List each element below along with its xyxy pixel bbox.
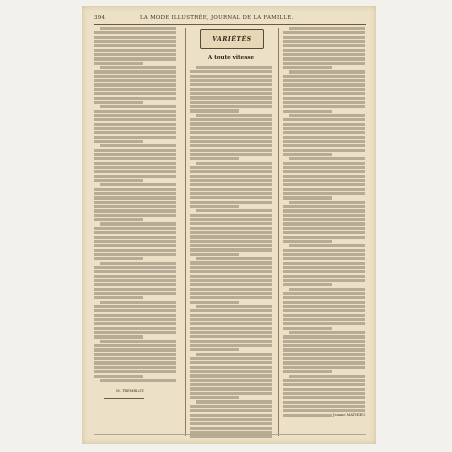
- text-line: [190, 279, 272, 282]
- text-line: [289, 27, 365, 30]
- text-line: [190, 318, 272, 321]
- text-line: [94, 157, 176, 160]
- text-line: [94, 357, 176, 360]
- text-line: [283, 214, 365, 217]
- text-line: [190, 340, 272, 343]
- text-line: [190, 409, 272, 412]
- text-line: [94, 331, 176, 334]
- text-line: [190, 301, 239, 304]
- text-line: [283, 283, 332, 286]
- text-line: [94, 279, 176, 282]
- text-line: [283, 275, 365, 278]
- text-line: [283, 31, 365, 34]
- text-line: [100, 105, 176, 108]
- text-line: [283, 335, 365, 338]
- text-line: [94, 79, 176, 82]
- footer-rule: [94, 434, 366, 435]
- text-line: [94, 83, 176, 86]
- text-line: [190, 283, 272, 286]
- text-line: [190, 170, 272, 173]
- text-line: [190, 374, 272, 377]
- text-line: [283, 188, 365, 191]
- text-line: [283, 370, 332, 373]
- column-left: [94, 27, 176, 383]
- text-line: [283, 140, 365, 143]
- text-line: [190, 414, 272, 417]
- text-line: [94, 44, 176, 47]
- text-line: [283, 262, 365, 265]
- text-line: [289, 114, 365, 117]
- text-line: [190, 405, 272, 408]
- text-line: [283, 110, 332, 113]
- text-line: [190, 327, 272, 330]
- text-line: [283, 231, 365, 234]
- text-line: [283, 353, 365, 356]
- text-line: [190, 248, 272, 251]
- text-line: [94, 92, 176, 95]
- text-line: [190, 370, 272, 373]
- text-line: [94, 275, 176, 278]
- text-line: [283, 153, 332, 156]
- text-line: [289, 375, 365, 378]
- text-line: [283, 414, 332, 417]
- text-line: [283, 236, 365, 239]
- text-line: [190, 244, 272, 247]
- text-line: [190, 83, 272, 86]
- section-banner-label: VARIÉTÉS: [212, 35, 252, 43]
- text-line: [190, 101, 272, 104]
- text-line: [283, 209, 365, 212]
- text-line: [190, 92, 272, 95]
- text-line: [94, 57, 176, 60]
- text-line: [190, 183, 272, 186]
- text-line: [190, 157, 239, 160]
- text-line: [190, 235, 272, 238]
- text-line: [94, 196, 176, 199]
- text-line: [190, 227, 272, 230]
- text-line: [283, 327, 332, 330]
- text-line: [190, 361, 272, 364]
- text-line: [283, 170, 365, 173]
- text-line: [190, 379, 272, 382]
- text-line: [190, 344, 272, 347]
- text-line: [94, 31, 176, 34]
- text-line: [283, 162, 365, 165]
- text-line: [289, 201, 365, 204]
- text-line: [283, 97, 365, 100]
- text-line: [190, 96, 272, 99]
- text-line: [283, 401, 365, 404]
- text-line: [190, 192, 272, 195]
- text-line: [190, 296, 272, 299]
- text-line: [94, 309, 176, 312]
- text-line: [94, 70, 176, 73]
- text-line: [283, 131, 365, 134]
- text-line: [283, 36, 365, 39]
- text-line: [196, 114, 272, 117]
- text-line: [283, 53, 365, 56]
- text-line: [94, 209, 176, 212]
- column-middle: [190, 66, 272, 440]
- text-line: [94, 314, 176, 317]
- text-line: [94, 188, 176, 191]
- text-line: [100, 262, 176, 265]
- text-line: [94, 335, 143, 338]
- text-line: [94, 88, 176, 91]
- text-line: [94, 123, 176, 126]
- text-line: [283, 218, 365, 221]
- text-line: [283, 405, 365, 408]
- text-line: [94, 240, 176, 243]
- text-line: [289, 157, 365, 160]
- text-line: [283, 196, 332, 199]
- page-number: 394: [94, 15, 106, 21]
- text-line: [190, 88, 272, 91]
- text-line: [196, 162, 272, 165]
- text-line: [283, 257, 365, 260]
- text-line: [94, 270, 176, 273]
- text-line: [190, 131, 272, 134]
- text-line: [94, 205, 176, 208]
- text-line: [94, 131, 176, 134]
- text-line: [190, 427, 272, 430]
- text-line: [283, 344, 365, 347]
- text-line: [283, 79, 365, 82]
- text-line: [94, 218, 143, 221]
- text-line: [283, 127, 365, 130]
- text-line: [94, 296, 143, 299]
- text-line: [94, 179, 143, 182]
- text-line: [94, 353, 176, 356]
- text-line: [190, 122, 272, 125]
- text-line: [94, 175, 176, 178]
- text-line: [190, 266, 272, 269]
- text-line: [190, 435, 272, 438]
- text-line: [190, 140, 272, 143]
- text-line: [190, 205, 239, 208]
- text-line: [190, 261, 272, 264]
- text-line: [190, 231, 272, 234]
- text-line: [94, 292, 176, 295]
- text-line: [196, 257, 272, 260]
- text-line: [94, 227, 176, 230]
- text-line: [94, 162, 176, 165]
- text-line: [94, 36, 176, 39]
- text-line: [94, 253, 176, 256]
- text-line: [94, 344, 176, 347]
- text-line: [283, 409, 365, 412]
- text-line: [94, 327, 176, 330]
- column-right: [283, 27, 365, 418]
- text-line: [283, 383, 365, 386]
- text-line: [283, 75, 365, 78]
- text-line: [94, 283, 176, 286]
- text-line: [283, 136, 365, 139]
- text-line: [289, 70, 365, 73]
- text-line: [94, 75, 176, 78]
- text-line: [190, 396, 239, 399]
- text-line: [94, 53, 176, 56]
- text-line: [283, 92, 365, 95]
- text-line: [283, 123, 365, 126]
- text-line: [190, 335, 272, 338]
- text-line: [283, 44, 365, 47]
- text-line: [190, 175, 272, 178]
- text-line: [94, 114, 176, 117]
- text-line: [190, 127, 272, 130]
- text-line: [283, 62, 365, 65]
- text-line: [190, 201, 272, 204]
- text-line: [190, 348, 239, 351]
- text-line: [100, 301, 176, 304]
- text-line: [100, 144, 176, 147]
- text-line: [94, 192, 176, 195]
- text-line: [100, 183, 176, 186]
- text-line: [283, 266, 365, 269]
- text-line: [190, 275, 272, 278]
- text-line: [190, 188, 272, 191]
- article-title: A toute vitesse: [207, 55, 255, 61]
- text-line: [190, 309, 272, 312]
- text-line: [196, 209, 272, 212]
- text-line: [190, 253, 239, 256]
- text-line: [283, 253, 365, 256]
- text-line: [190, 105, 272, 108]
- text-line: [283, 388, 365, 391]
- text-line: [283, 318, 365, 321]
- text-line: [283, 105, 365, 108]
- signature-rule: [104, 398, 144, 399]
- text-line: [283, 205, 365, 208]
- header-rule: [94, 24, 366, 25]
- text-line: [94, 97, 176, 100]
- text-line: [190, 166, 272, 169]
- text-line: [190, 331, 272, 334]
- text-line: [94, 166, 176, 169]
- text-line: [100, 340, 176, 343]
- text-line: [94, 288, 176, 291]
- text-line: [289, 288, 365, 291]
- text-line: [94, 214, 176, 217]
- text-line: [190, 153, 272, 156]
- text-line: [190, 149, 272, 152]
- text-line: [190, 218, 272, 221]
- text-line: [283, 227, 365, 230]
- text-line: [283, 392, 365, 395]
- text-line: [283, 301, 365, 304]
- text-line: [94, 370, 176, 373]
- text-line: [94, 170, 176, 173]
- text-line: [94, 118, 176, 121]
- text-line: [94, 244, 176, 247]
- text-line: [283, 279, 365, 282]
- text-line: [283, 175, 365, 178]
- text-line: [283, 348, 365, 351]
- text-line: [196, 400, 272, 403]
- text-line: [283, 270, 365, 273]
- text-line: [190, 144, 272, 147]
- text-line: [100, 222, 176, 225]
- text-line: [283, 240, 332, 243]
- text-line: [283, 322, 365, 325]
- text-line: [190, 79, 272, 82]
- text-line: [190, 422, 272, 425]
- magazine-page: [82, 6, 376, 444]
- text-line: [94, 101, 143, 104]
- text-line: [283, 314, 365, 317]
- text-line: [94, 266, 176, 269]
- text-line: [94, 366, 176, 369]
- text-line: [190, 118, 272, 121]
- text-line: [100, 66, 176, 69]
- text-line: [283, 40, 365, 43]
- text-line: [283, 183, 365, 186]
- text-line: [283, 88, 365, 91]
- text-line: [190, 136, 272, 139]
- text-line: [190, 314, 272, 317]
- text-line: [94, 361, 176, 364]
- text-line: [283, 396, 365, 399]
- text-line: [190, 357, 272, 360]
- text-line: [190, 75, 272, 78]
- text-line: [94, 140, 143, 143]
- page-header: [94, 13, 366, 23]
- journal-title: LA MODE ILLUSTRÉE, JOURNAL DE LA FAMILLE.: [140, 15, 294, 21]
- text-line: [190, 418, 272, 421]
- column-divider-right: [278, 28, 279, 436]
- text-line: [190, 270, 272, 273]
- text-line: [283, 340, 365, 343]
- text-line: [190, 70, 272, 73]
- text-line: [283, 305, 365, 308]
- text-line: [283, 166, 365, 169]
- text-line: [190, 214, 272, 217]
- section-banner: [200, 29, 264, 49]
- text-line: [196, 305, 272, 308]
- text-line: [190, 222, 272, 225]
- text-line: [190, 288, 272, 291]
- text-line: [190, 392, 272, 395]
- text-line: [190, 196, 272, 199]
- text-line: [190, 179, 272, 182]
- text-line: [196, 66, 272, 69]
- text-line: [289, 331, 365, 334]
- text-line: [190, 366, 272, 369]
- text-line: [94, 49, 176, 52]
- text-line: [283, 118, 365, 121]
- text-line: [94, 40, 176, 43]
- text-line: [283, 101, 365, 104]
- text-line: [283, 249, 365, 252]
- text-line: [94, 348, 176, 351]
- text-line: [283, 309, 365, 312]
- text-line: [94, 236, 176, 239]
- text-line: [94, 62, 143, 65]
- text-line: [283, 149, 365, 152]
- text-line: [94, 153, 176, 156]
- text-line: [100, 379, 176, 382]
- text-line: [283, 144, 365, 147]
- text-line: [94, 201, 176, 204]
- text-line: [283, 83, 365, 86]
- text-line: [283, 66, 332, 69]
- column-divider-left: [185, 28, 186, 436]
- text-line: [94, 136, 176, 139]
- text-line: [94, 231, 176, 234]
- text-line: [283, 49, 365, 52]
- text-line: [283, 292, 365, 295]
- text-line: [283, 57, 365, 60]
- text-line: [94, 110, 176, 113]
- text-line: [283, 296, 365, 299]
- text-line: [190, 322, 272, 325]
- text-line: [94, 375, 143, 378]
- signature-right: Jeanne MATHIEU.: [333, 413, 367, 417]
- text-line: [283, 192, 365, 195]
- text-line: [94, 257, 143, 260]
- text-line: [94, 127, 176, 130]
- text-line: [283, 357, 365, 360]
- text-line: [196, 353, 272, 356]
- signature-left: M. TREMBLOT.: [116, 389, 145, 393]
- text-line: [190, 387, 272, 390]
- text-line: [190, 109, 239, 112]
- text-line: [289, 244, 365, 247]
- text-line: [283, 361, 365, 364]
- text-line: [94, 149, 176, 152]
- text-line: [190, 240, 272, 243]
- text-line: [94, 249, 176, 252]
- text-line: [94, 318, 176, 321]
- text-line: [283, 379, 365, 382]
- text-line: [94, 305, 176, 308]
- text-line: [190, 383, 272, 386]
- text-line: [283, 366, 365, 369]
- text-line: [283, 179, 365, 182]
- text-line: [100, 27, 176, 30]
- text-line: [190, 292, 272, 295]
- text-line: [283, 222, 365, 225]
- text-line: [94, 322, 176, 325]
